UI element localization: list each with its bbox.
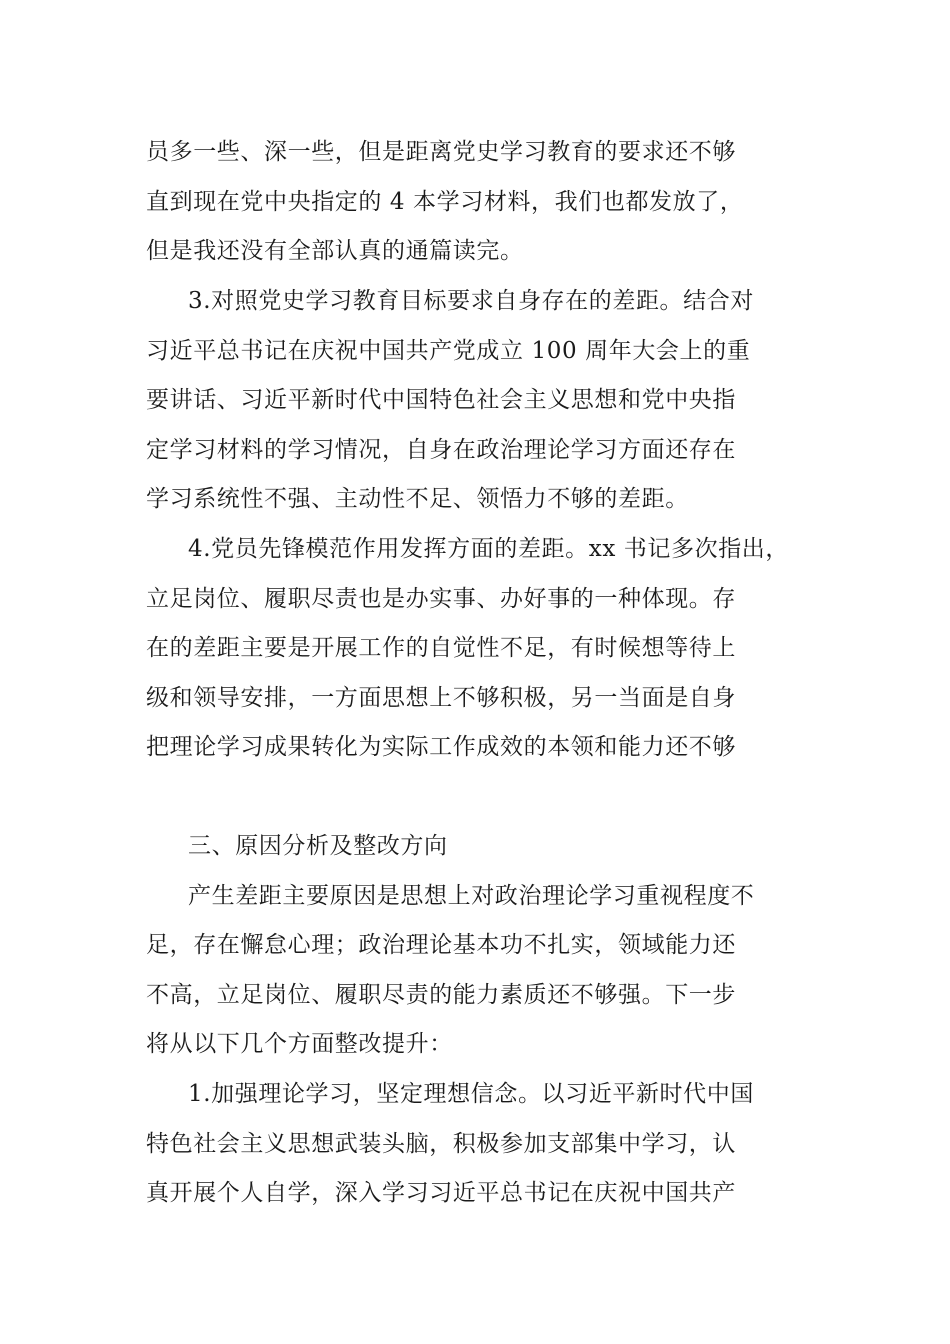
- text-line: 特色社会主义思想武装头脑，积极参加支部集中学习，认: [146, 1131, 736, 1157]
- text-line: 员多一些、深一些，但是距离党史学习教育的要求还不够: [146, 139, 736, 165]
- paragraph-start: 产生差距主要原因是思想上对政治理论学习重视程度不: [188, 883, 755, 909]
- text-line: 定学习材料的学习情况，自身在政治理论学习方面还存在: [146, 437, 736, 463]
- text-line: 学习系统性不强、主动性不足、领悟力不够的差距。: [146, 486, 689, 512]
- text-line: 但是我还没有全部认真的通篇读完。: [146, 238, 524, 264]
- text-line: 要讲话、习近平新时代中国特色社会主义思想和党中央指: [146, 387, 736, 413]
- text-line: 将从以下几个方面整改提升：: [146, 1031, 453, 1057]
- text-line: 级和领导安排，一方面思想上不够积极，另一当面是自身: [146, 685, 736, 711]
- text-line: 直到现在党中央指定的 4 本学习材料，我们也都发放了，: [146, 189, 744, 215]
- list-item-4-start: 4.党员先锋模范作用发挥方面的差距。xx 书记多次指出，: [188, 536, 789, 562]
- section-heading: 三、原因分析及整改方向: [188, 833, 448, 859]
- text-line: 真开展个人自学，深入学习习近平总书记在庆祝中国共产: [146, 1180, 736, 1206]
- text-line: 不高，立足岗位、履职尽责的能力素质还不够强。下一步: [146, 982, 736, 1008]
- text-line: 在的差距主要是开展工作的自觉性不足，有时候想等待上: [146, 635, 736, 661]
- text-line: 立足岗位、履职尽责也是办实事、办好事的一种体现。存: [146, 586, 736, 612]
- text-line: 习近平总书记在庆祝中国共产党成立 100 周年大会上的重: [146, 338, 751, 364]
- text-line: 足，存在懈怠心理；政治理论基本功不扎实，领域能力还: [146, 932, 736, 958]
- list-item-3-start: 3.对照党史学习教育目标要求自身存在的差距。结合对: [188, 288, 754, 314]
- text-line: 把理论学习成果转化为实际工作成效的本领和能力还不够: [146, 734, 736, 760]
- list-item-1-start: 1.加强理论学习，坚定理想信念。以习近平新时代中国: [188, 1081, 754, 1107]
